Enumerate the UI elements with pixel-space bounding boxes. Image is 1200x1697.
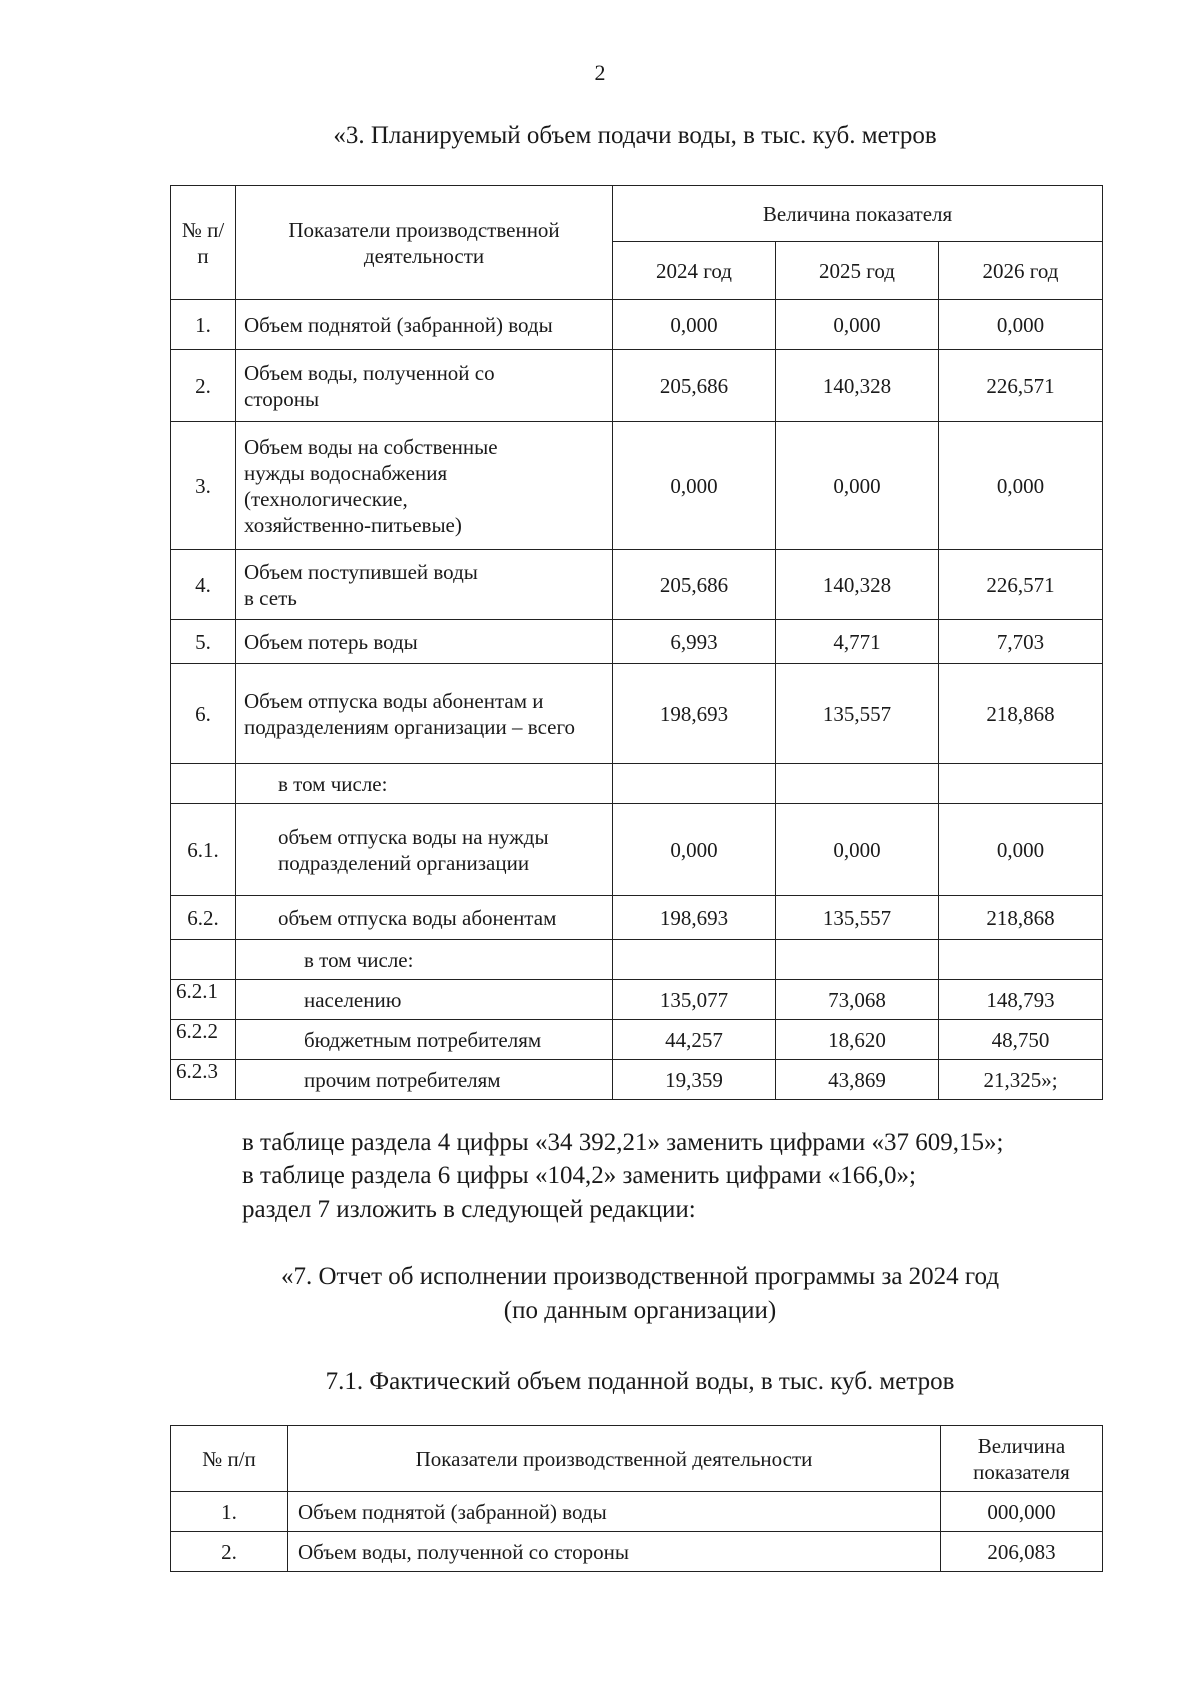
amendment-paragraph-2: в таблице раздела 6 цифры «104,2» заменить цифрами «166,0»; bbox=[242, 1162, 916, 1189]
row-label: населению bbox=[236, 980, 613, 1020]
value-2026: 148,793 bbox=[939, 980, 1103, 1020]
table-row bbox=[171, 550, 1103, 620]
table-row bbox=[171, 664, 1103, 764]
row-label: Объем воды на собственные нужды водоснабжения (технологические, хозяйственно-питьевые) bbox=[236, 422, 613, 550]
value-2025 bbox=[776, 940, 939, 980]
table-row bbox=[171, 1492, 1103, 1532]
row-num: 3. bbox=[171, 422, 236, 550]
value-2025: 140,328 bbox=[776, 550, 939, 620]
value-2025: 18,620 bbox=[776, 1020, 939, 1060]
row-label: Объем поднятой (забранной) воды bbox=[236, 300, 613, 350]
value-2026: 0,000 bbox=[939, 300, 1103, 350]
page-number: 2 bbox=[594, 60, 606, 85]
section7-title-line2: (по данным организации) bbox=[503, 1297, 777, 1324]
value-2024: 19,359 bbox=[613, 1060, 776, 1100]
header-num: № п/п bbox=[171, 186, 236, 300]
table-row bbox=[171, 896, 1103, 940]
row-label: прочим потребителям bbox=[236, 1060, 613, 1100]
value-2024: 198,693 bbox=[613, 896, 776, 940]
row-num: 5. bbox=[171, 620, 236, 664]
row-label: в том числе: bbox=[236, 940, 613, 980]
table-row bbox=[171, 422, 1103, 550]
table-row bbox=[171, 1060, 1103, 1100]
value-2025: 0,000 bbox=[776, 300, 939, 350]
row-label: Объем воды, полученной со стороны bbox=[236, 350, 613, 422]
table-row bbox=[171, 620, 1103, 664]
value-2026: 0,000 bbox=[939, 804, 1103, 896]
row-value: 000,000 bbox=[941, 1492, 1103, 1532]
value-2024: 198,693 bbox=[613, 664, 776, 764]
row-num: 6.2.2 bbox=[171, 1020, 236, 1060]
value-2024: 0,000 bbox=[613, 300, 776, 350]
row-num bbox=[171, 764, 236, 804]
section71-title: 7.1. Фактический объем поданной воды, в тыс. куб. метров bbox=[325, 1368, 955, 1395]
row-label: Объем потерь воды bbox=[236, 620, 613, 664]
header-year-2024: 2024 год bbox=[613, 242, 776, 300]
value-2024: 205,686 bbox=[613, 550, 776, 620]
value-2025: 140,328 bbox=[776, 350, 939, 422]
header-year-2025: 2025 год bbox=[776, 242, 939, 300]
value-2025: 135,557 bbox=[776, 664, 939, 764]
value-2024: 135,077 bbox=[613, 980, 776, 1020]
table-row bbox=[171, 764, 1103, 804]
value-2026: 7,703 bbox=[939, 620, 1103, 664]
row-num: 2. bbox=[171, 350, 236, 422]
value-2024: 6,993 bbox=[613, 620, 776, 664]
value-2026 bbox=[939, 940, 1103, 980]
value-2024: 205,686 bbox=[613, 350, 776, 422]
value-2024: 44,257 bbox=[613, 1020, 776, 1060]
row-num: 4. bbox=[171, 550, 236, 620]
table-row bbox=[171, 940, 1103, 980]
value-2025 bbox=[776, 764, 939, 804]
table-row bbox=[171, 980, 1103, 1020]
row-num: 2. bbox=[171, 1532, 288, 1572]
row-num: 6.2. bbox=[171, 896, 236, 940]
value-2024: 0,000 bbox=[613, 804, 776, 896]
table-row bbox=[171, 1020, 1103, 1060]
row-label: Объем отпуска воды абонентам и подразделениям организации – всего bbox=[236, 664, 613, 764]
value-2026 bbox=[939, 764, 1103, 804]
value-2025: 43,869 bbox=[776, 1060, 939, 1100]
value-2024 bbox=[613, 940, 776, 980]
row-label: Объем поступившей воды в сеть bbox=[236, 550, 613, 620]
row-label: в том числе: bbox=[236, 764, 613, 804]
header-year-2026: 2026 год bbox=[939, 242, 1103, 300]
value-2026: 218,868 bbox=[939, 896, 1103, 940]
value-2026: 21,325»; bbox=[939, 1060, 1103, 1100]
header-num: № п/п bbox=[171, 1426, 288, 1492]
row-num: 6. bbox=[171, 664, 236, 764]
value-2025: 4,771 bbox=[776, 620, 939, 664]
row-num: 6.2.3 bbox=[171, 1060, 236, 1100]
value-2025: 0,000 bbox=[776, 804, 939, 896]
row-label: бюджетным потребителям bbox=[236, 1020, 613, 1060]
row-label: объем отпуска воды на нужды подразделений организации bbox=[236, 804, 613, 896]
table-row bbox=[171, 1532, 1103, 1572]
row-num bbox=[171, 940, 236, 980]
value-2025: 0,000 bbox=[776, 422, 939, 550]
value-2025: 73,068 bbox=[776, 980, 939, 1020]
actual-water-supply-table bbox=[170, 1425, 1103, 1572]
header-indicator: Показатели производственной деятельности bbox=[288, 1426, 941, 1492]
table1-title: «3. Планируемый объем подачи воды, в тыс. куб. метров bbox=[333, 122, 937, 149]
value-2026: 226,571 bbox=[939, 550, 1103, 620]
row-label: Объем поднятой (забранной) воды bbox=[288, 1492, 941, 1532]
table-row bbox=[171, 350, 1103, 422]
section7-title-line1: «7. Отчет об исполнении производственной программы за 2024 год bbox=[280, 1263, 1000, 1290]
row-label: объем отпуска воды абонентам bbox=[236, 896, 613, 940]
value-2024 bbox=[613, 764, 776, 804]
value-2025: 135,557 bbox=[776, 896, 939, 940]
value-2026: 48,750 bbox=[939, 1020, 1103, 1060]
value-2024: 0,000 bbox=[613, 422, 776, 550]
row-num: 1. bbox=[171, 1492, 288, 1532]
table-row bbox=[171, 804, 1103, 896]
header-value: Величина показателя bbox=[613, 186, 1103, 242]
value-2026: 0,000 bbox=[939, 422, 1103, 550]
row-num: 6.2.1 bbox=[171, 980, 236, 1020]
amendment-paragraph-3: раздел 7 изложить в следующей редакции: bbox=[242, 1196, 696, 1223]
value-2026: 226,571 bbox=[939, 350, 1103, 422]
planned-water-supply-table bbox=[170, 185, 1103, 1100]
row-value: 206,083 bbox=[941, 1532, 1103, 1572]
value-2026: 218,868 bbox=[939, 664, 1103, 764]
header-value: Величина показателя bbox=[941, 1426, 1103, 1492]
row-num: 1. bbox=[171, 300, 236, 350]
amendment-paragraph-1: в таблице раздела 4 цифры «34 392,21» заменить цифрами «37 609,15»; bbox=[242, 1129, 1004, 1156]
row-label: Объем воды, полученной со стороны bbox=[288, 1532, 941, 1572]
header-indicator: Показатели производственной деятельности bbox=[236, 186, 613, 300]
table-row bbox=[171, 300, 1103, 350]
row-num: 6.1. bbox=[171, 804, 236, 896]
